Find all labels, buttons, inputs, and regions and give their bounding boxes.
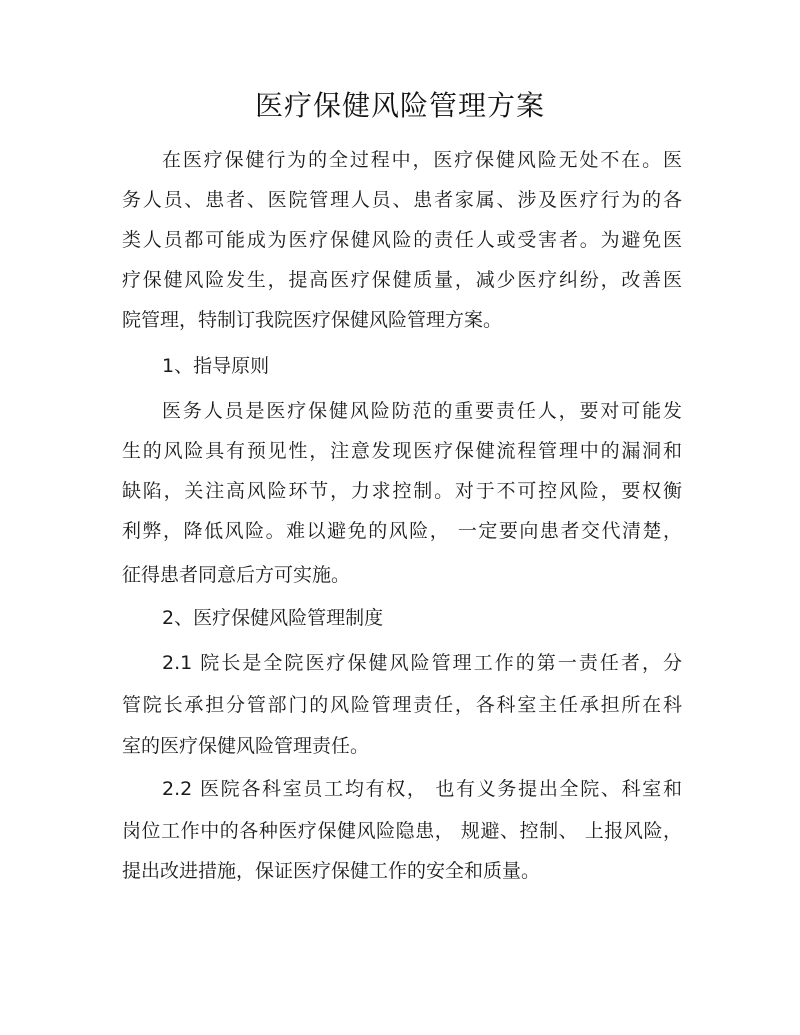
paragraph-1-line-1: 在医疗保健行为的全过程中，医疗保健风险无处不在。医 — [162, 149, 682, 171]
paragraph-2-line-4: 利弊，降低风险。难以避免的风险， 一定要向患者交代清楚， — [122, 520, 682, 542]
paragraph-3-line-1: 2.1 院长是全院医疗保健风险管理工作的第一责任者，分 — [162, 652, 682, 674]
paragraph-4-line-2: 岗位工作中的各种医疗保健风险隐患， 规避、控制、 上报风险， — [122, 820, 682, 842]
paragraph-4-line-3: 提出改进措施，保证医疗保健工作的安全和质量。 — [122, 860, 541, 882]
paragraph-2-line-3: 缺陷，关注高风险环节，力求控制。对于不可控风险，要权衡 — [122, 480, 682, 502]
paragraph-1-line-3: 类人员都可能成为医疗保健风险的责任人或受害者。为避免医 — [122, 229, 682, 251]
paragraph-2-line-2: 生的风险具有预见性，注意发现医疗保健流程管理中的漏洞和 — [122, 440, 682, 462]
paragraph-2-line-5: 征得患者同意后方可实施。 — [122, 564, 351, 586]
section-heading-1: 1、指导原则 — [162, 355, 270, 377]
paragraph-2-line-1: 医务人员是医疗保健风险防范的重要责任人，要对可能发 — [162, 400, 682, 422]
paragraph-3-line-2: 管院长承担分管部门的风险管理责任，各科室主任承担所在科 — [122, 694, 682, 716]
paragraph-1-line-5: 院管理，特制订我院医疗保健风险管理方案。 — [122, 309, 503, 331]
section-heading-2: 2、医疗保健风险管理制度 — [162, 607, 384, 629]
paragraph-1-line-4: 疗保健风险发生，提高医疗保健质量，减少医疗纠纷，改善医 — [122, 269, 682, 291]
paragraph-3-line-3: 室的医疗保健风险管理责任。 — [122, 735, 370, 757]
paragraph-1-line-2: 务人员、患者、医院管理人员、患者家属、涉及医疗行为的各 — [122, 189, 682, 211]
document-title: 医疗保健风险管理方案 — [254, 89, 545, 122]
paragraph-4-line-1: 2.2 医院各科室员工均有权， 也有义务提出全院、科室和 — [162, 778, 682, 800]
